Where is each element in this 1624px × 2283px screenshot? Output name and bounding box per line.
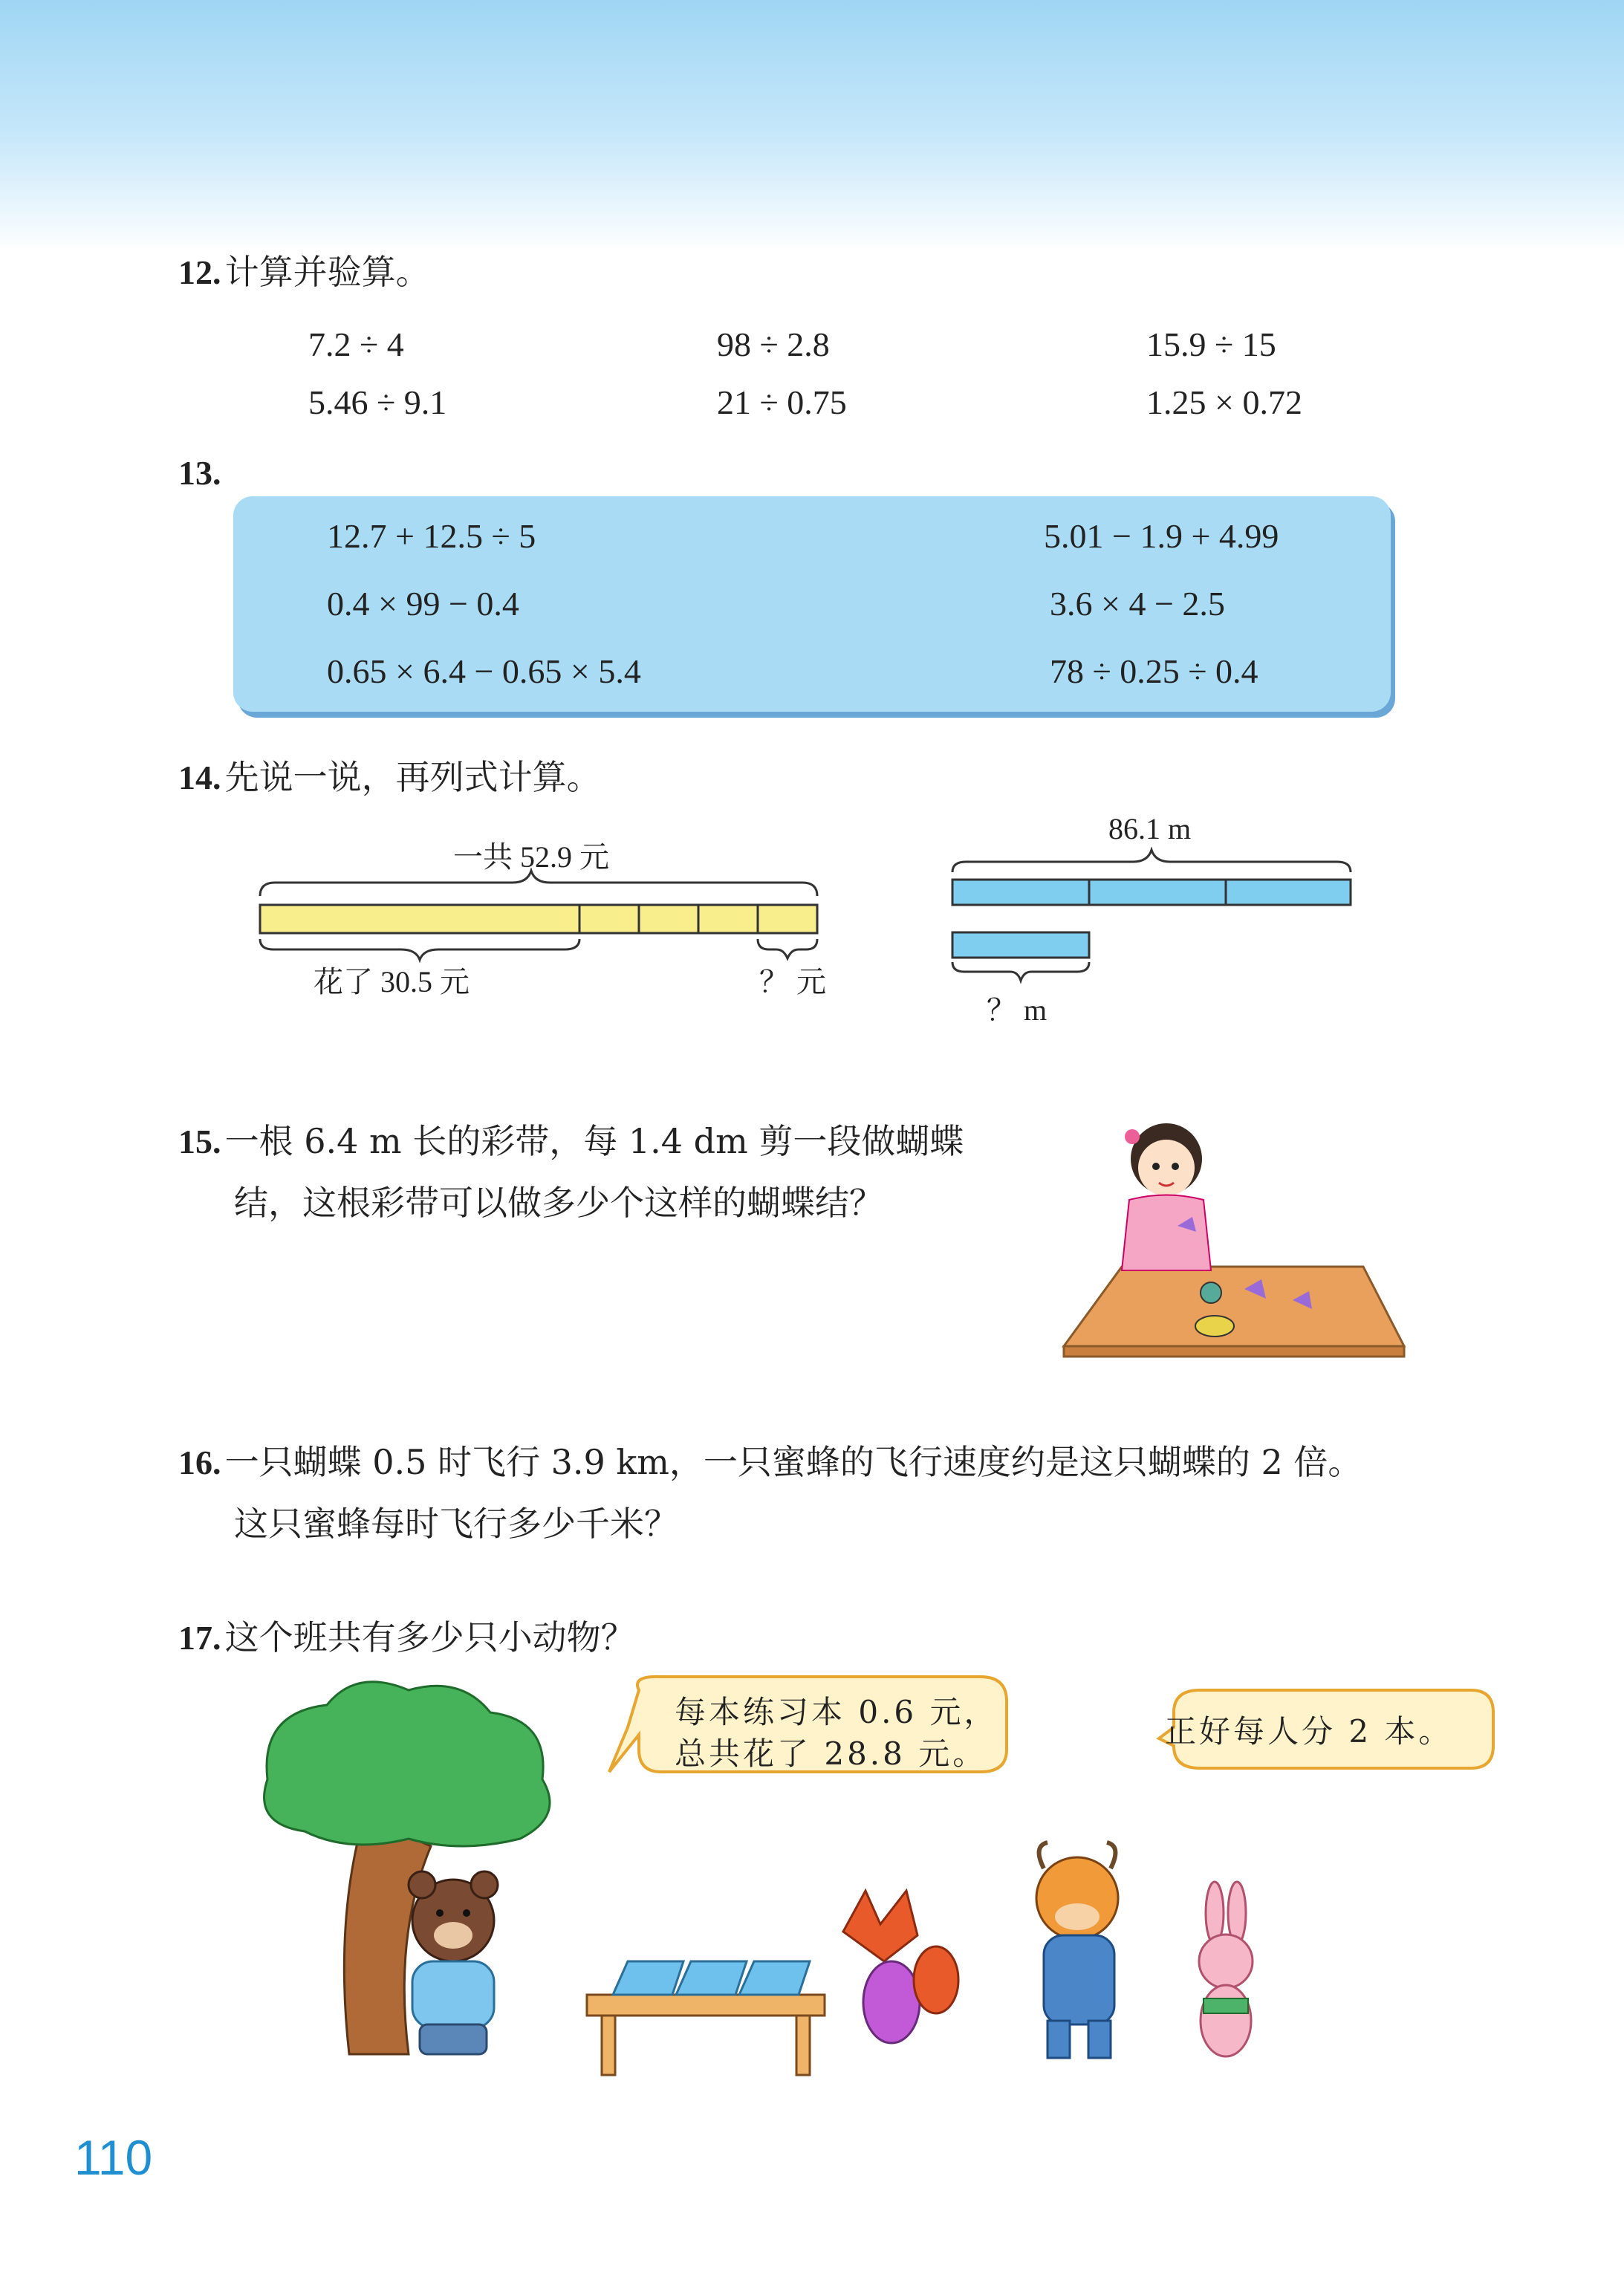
total-label: 一共 52.9 元 (453, 840, 609, 874)
expression: 5.01 − 1.9 + 4.99 (1044, 517, 1279, 555)
question-text: 一根 6.4 m 长的彩带，每 1.4 dm 剪一段做蝴蝶 (224, 1121, 964, 1161)
header-band (0, 0, 1624, 253)
question-number: 15. (178, 1123, 221, 1160)
expression: 15.9 ÷ 15 (1146, 325, 1276, 363)
expression: 3.6 × 4 − 2.5 (1050, 585, 1225, 623)
unknown-label: ？ m (987, 993, 1048, 1027)
spent-label: 花了 30.5 元 (314, 965, 470, 998)
question-number: 17. (178, 1619, 221, 1657)
expression: 21 ÷ 0.75 (717, 383, 847, 421)
question-text: 一只蝴蝶 0.5 时飞行 3.9 km，一只蜜蜂的飞行速度约是这只蝴蝶的 2 倍。 (224, 1442, 1362, 1482)
expression: 98 ÷ 2.8 (717, 325, 830, 363)
expression: 5.46 ÷ 9.1 (308, 383, 447, 421)
unknown-label: ？ 元 (759, 965, 826, 998)
speech-bubble-text: 正好每人分 2 本。 (1165, 1713, 1453, 1750)
question-12-header (178, 245, 430, 294)
question-13-number: 13. (178, 454, 221, 492)
question-number: 12. (178, 253, 221, 291)
expression: 0.65 × 6.4 − 0.65 × 5.4 (327, 652, 641, 690)
question-16-line1 (178, 1435, 1362, 1484)
page-number: 110 (74, 2130, 153, 2185)
speech-bubble-text: 总共花了 28.8 元。 (675, 1735, 987, 1772)
question-15-line2: 结，这根彩带可以做多少个这样的蝴蝶结？ (234, 1183, 883, 1223)
segment-diagram-right (943, 847, 1374, 988)
question-15-line1 (178, 1114, 964, 1163)
expression: 12.7 + 12.5 ÷ 5 (327, 517, 536, 555)
question-number: 14. (178, 759, 221, 796)
girl-crafting-illustration (1055, 1107, 1412, 1367)
question-16-line2: 这只蜜蜂每时飞行多少千米？ (234, 1504, 678, 1544)
question-number: 16. (178, 1443, 221, 1481)
expression: 1.25 × 0.72 (1146, 383, 1302, 421)
speech-bubble-text: 每本练习本 0.6 元， (675, 1694, 998, 1730)
question-prompt: 先说一说，再列式计算。 (224, 757, 601, 797)
question-prompt: 这个班共有多少只小动物？ (224, 1617, 635, 1657)
question-14-header (178, 750, 601, 799)
total-label: 86.1 m (1108, 812, 1192, 845)
expression: 78 ÷ 0.25 ÷ 0.4 (1050, 652, 1258, 690)
expression: 0.4 × 99 − 0.4 (327, 585, 519, 623)
question-prompt: 计算并验算。 (224, 252, 430, 292)
expression: 7.2 ÷ 4 (308, 325, 404, 363)
question-17-header (178, 1611, 635, 1660)
